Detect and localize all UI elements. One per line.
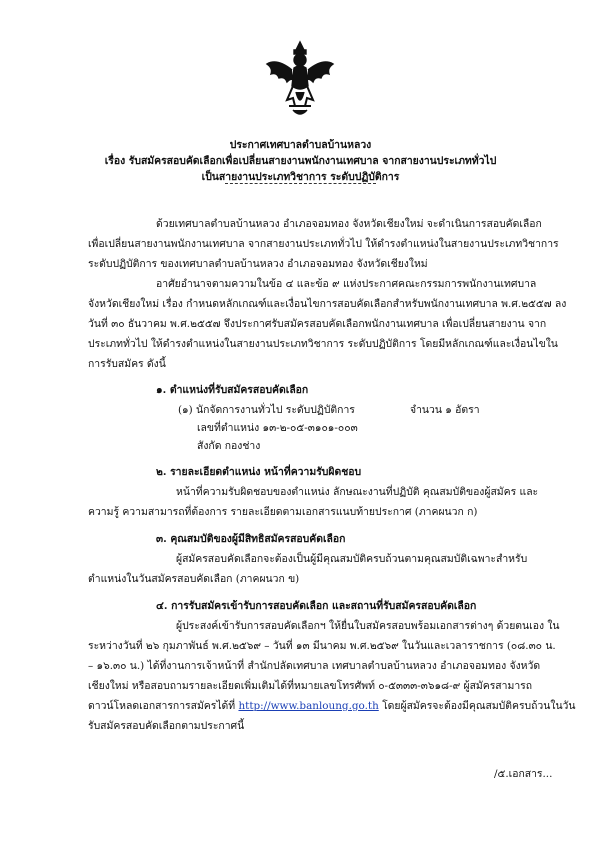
section-4-download-prefix: ดาวน์โหลดเอกสารการสมัครได้ที่ xyxy=(88,700,239,712)
continued-marker: /๕.เอกสาร... xyxy=(494,768,553,780)
intro-paragraph-1: ระดับปฏิบัติการ ของเทศบาลตำบลบ้านหลวง อำเภอจอมทอง จังหวัดเชียงใหม่ xyxy=(88,258,428,270)
section-4-text: ผู้ประสงค์เข้ารับการสอบคัดเลือกฯ ให้ยื่นใบสมัครสอบพร้อมเอกสารต่างๆ ด้วยตนเอง ใน xyxy=(176,620,560,632)
section-1-heading: ๑. ตำแหน่งที่รับสมัครสอบคัดเลือก xyxy=(156,384,309,396)
announcement-title: ประกาศเทศบาลตำบลบ้านหลวง xyxy=(229,139,372,151)
section-1-department: สังกัด กองช่าง xyxy=(197,440,261,452)
announcement-subject-line1: เรื่อง รับสมัครสอบคัดเลือกเพื่อเปลี่ยนสายงานพนักงานเทศบาล จากสายงานประเภททั่วไป xyxy=(104,155,497,167)
intro-paragraph-2: อาศัยอำนาจตามความในข้อ ๔ และข้อ ๙ แห่งประกาศคณะกรรมการพนักงานเทศบาล xyxy=(156,278,537,290)
section-4-text: – ๑๖.๓๐ น.) ได้ที่งานการเจ้าหน้าที่ สำนักปลัดเทศบาล เทศบาลตำบลบ้านหลวง อำเภอจอมทอง จังหวัด xyxy=(88,660,541,672)
section-3-text: ตำแหน่งในวันสมัครสอบคัดเลือก (ภาคผนวก ข) xyxy=(88,573,300,585)
intro-paragraph-2: ประเภททั่วไป ให้ดำรงตำแหน่งในสายงานประเภทวิชาการ ระดับปฏิบัติการ โดยมีหลักเกณฑ์และเงื่อนไขใน xyxy=(88,338,558,350)
section-4-text: รับสมัครสอบคัดเลือกตามประกาศนี้ xyxy=(88,720,245,732)
section-4-text: เชียงใหม่ หรือสอบถามรายละเอียดเพิ่มเติมได้ที่หมายเลขโทรศัพท์ ๐-๕๓๓๓-๓๖๑๘-๙ ผู้สมัครสามารถ xyxy=(88,680,533,692)
announcement-subject-line2: เป็นสายงานประเภทวิชาการ ระดับปฏิบัติการ xyxy=(201,171,400,183)
section-3-text: ผู้สมัครสอบคัดเลือกจะต้องเป็นผู้มีคุณสมบัติครบถ้วนตามคุณสมบัติเฉพาะสำหรับ xyxy=(176,553,528,565)
section-2-text: หน้าที่ความรับผิดชอบของตำแหน่ง ลักษณะงานที่ปฏิบัติ คุณสมบัติของผู้สมัคร และ xyxy=(176,486,539,498)
section-4-download-suffix: โดยผู้สมัครจะต้องมีคุณสมบัติครบถ้วนในวัน xyxy=(378,700,576,712)
website-link[interactable]: http://www.banloung.go.th xyxy=(238,700,379,712)
intro-paragraph-1: เพื่อเปลี่ยนสายงานพนักงานเทศบาล จากสายงานประเภททั่วไป ให้ดำรงตำแหน่งในสายงานประเภทวิชาการ xyxy=(88,238,559,250)
section-4-text xyxy=(88,700,576,713)
garuda-emblem-icon xyxy=(263,38,337,120)
section-1-item: (๑) นักจัดการงานทั่วไป ระดับปฏิบัติการ xyxy=(178,404,355,416)
intro-paragraph-2: การรับสมัคร ดังนี้ xyxy=(88,358,166,370)
section-3-heading: ๓. คุณสมบัติของผู้มีสิทธิสมัครสอบคัดเลือก xyxy=(156,533,346,545)
intro-paragraph-2: วันที่ ๓๐ ธันวาคม พ.ศ.๒๕๕๗ จึงประกาศรับสมัครสอบคัดเลือกพนักงานเทศบาล เพื่อเปลี่ยนสายงาน จาก xyxy=(88,318,547,330)
intro-paragraph-1: ด้วยเทศบาลตำบลบ้านหลวง อำเภอจอมทอง จังหวัดเชียงใหม่ จะดำเนินการสอบคัดเลือก xyxy=(156,218,542,230)
section-4-text: ระหว่างวันที่ ๒๖ กุมภาพันธ์ พ.ศ.๒๕๖๙ – วันที่ ๑๓ มีนาคม พ.ศ.๒๕๖๙ ในวันและเวลาราชการ (๐๘.๓๐ น. xyxy=(88,640,556,652)
title-separator xyxy=(225,183,376,184)
section-2-text: ความรู้ ความสามารถที่ต้องการ รายละเอียดตามเอกสารแนบท้ายประกาศ (ภาคผนวก ก) xyxy=(88,506,478,518)
section-1-count: จำนวน ๑ อัตรา xyxy=(410,404,480,416)
section-1-position-number: เลขที่ตำแหน่ง ๑๓-๒-๐๕-๓๑๐๑-๐๐๓ xyxy=(197,422,358,434)
intro-paragraph-2: จังหวัดเชียงใหม่ เรื่อง กำหนดหลักเกณฑ์และเงื่อนไขการสอบคัดเลือกสำหรับพนักงานเทศบาล พ.ศ.๒๕๕๗ ลง xyxy=(88,298,567,310)
section-2-heading: ๒. รายละเอียดตำแหน่ง หน้าที่ความรับผิดชอบ xyxy=(156,466,362,478)
section-4-heading: ๔. การรับสมัครเข้ารับการสอบคัดเลือก และสถานที่รับสมัครสอบคัดเลือก xyxy=(156,600,477,612)
